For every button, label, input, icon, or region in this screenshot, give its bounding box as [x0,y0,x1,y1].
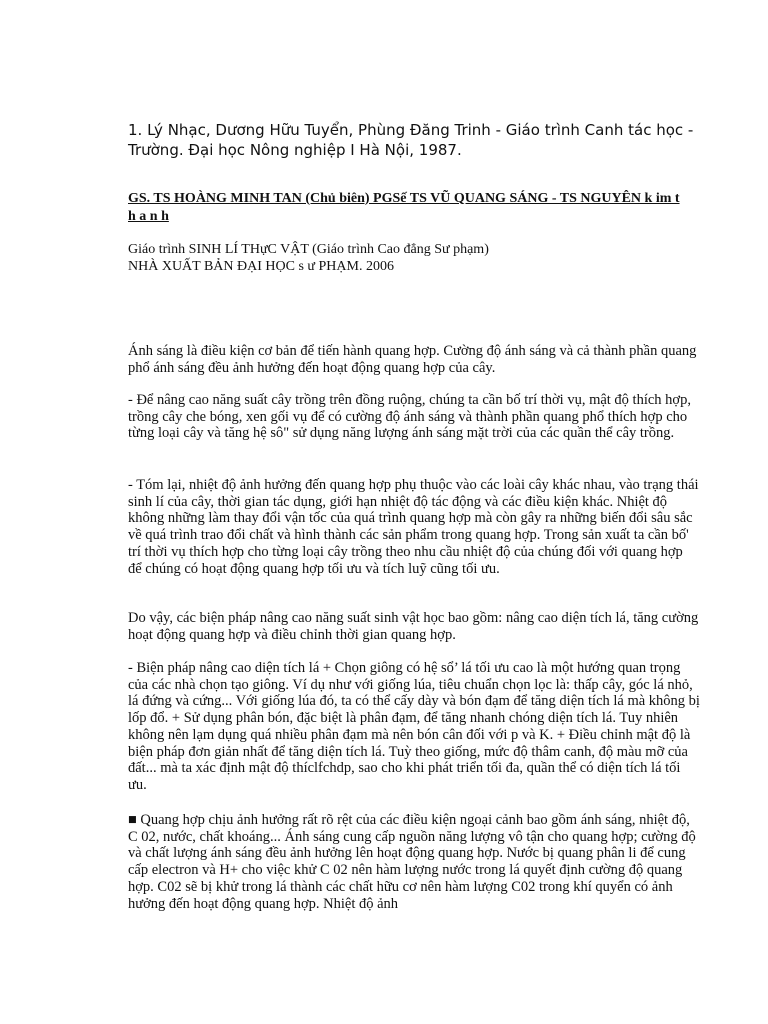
paragraph-measures: Do vậy, các biện pháp nâng cao năng suất sinh vật học bao gồm: nâng cao diện tích lá, tăng cường hoạt động quang hợp và điều chỉnh thời gian quang hợp. [128,610,699,643]
reference-citation: 1. Lý Nhạc, Dương Hữu Tuyển, Phùng Đăng Trinh - Giáo trình Canh tác học - Trường. Đại học Nông nghiệp I Hà Nội, 1987. [128,121,694,159]
paragraph-temperature: - Tóm lại, nhiệt độ ảnh hưởng đến quang hợp phụ thuộc vào các loài cây khác nhau, vào trạng thái sinh lí của cây, thời gian tác dụng, giới hạn nhiệt độ tác động và các điều kiện khác. Nhiệt độ không những làm thay đổi vận tốc của quá trình quang hợp mà còn gây ra những biến đổi sâu sắc về quá trình trao đổi chất và hình thành các sản phẩm trong quang hợp. Trong sản xuất ta cần bố' trí thời vụ thích hợp cho từng loại cây trồng theo nhu cầu nhiệt độ của chúng đối với quang hợp để chúng có hoạt động quang hợp tối ưu và tích luỹ cũng tối ưu. [128,477,699,577]
paragraph-leaf-area: - Biện pháp nâng cao diện tích lá + Chọn giông có hệ sổ’ lá tối ưu cao là một hướng quan trọng của các nhà chọn tạo giông. Ví dụ như với giống lúa, tiêu chuẩn chọn lọc là: thấp cây, góc lá nhỏ, lá đứng và cứng... Với giống lúa đó, ta có thể cấy dày và bón đạm để tăng diện tích lá mà không bị lốp đổ. + Sử dụng phân bón, đặc biệt là phân đạm, để tăng nhanh chóng diện tích lá. Tuy nhiên không nên lạm dụng quá nhiều phân đạm mà nên bón cân đối với p và K. + Điều chỉnh mật độ là biện pháp đơn giản nhất để tăng diện tích lá. Tuỳ theo giống, mức độ thâm canh, độ màu mỡ của đất... mà ta xác định mật độ thíclfchdp, sao cho khi phát triển tối đa, quần thể có diện tích lá tối ưu. [128,660,700,793]
authors-heading: GS. TS HOÀNG MINH TAN (Chủ biên) PGSế TS VŨ QUANG SÁNG - TS NGUYÊN k im t h a n h [128,191,680,224]
paragraph-light: Ánh sáng là điều kiện cơ bản để tiến hành quang hợp. Cường độ ánh sáng và cả thành phần quang phổ ánh sáng đều ảnh hưởng đến hoạt động quang hợp của cây. [128,343,697,376]
publisher-line: NHÀ XUẤT BẢN ĐẠI HỌC s ư PHẠM. 2006 [128,259,394,274]
book-title: Giáo trình SINH LÍ THựC VẬT (Giáo trình Cao đẳng Sư phạm) [128,242,489,257]
paragraph-photosynthesis-conditions: ■ Quang hợp chịu ảnh hưởng rất rõ rệt của các điều kiện ngoại cảnh bao gồm ánh sáng, nhiệt độ, C 02, nước, chất khoáng... Ánh sáng cung cấp nguồn năng lượng vô tận cho quang hợp; cường độ và chất lượng ánh sáng đều ảnh hưởng lên hoạt động quang hợp. Nước bị quang phân li để cung cấp electron và H+ cho việc khử C 02 nên hàm lượng nước trong lá quyết định cường độ quang hợp. C02 sẽ bị khử trong lá thành các chất hữu cơ nên hàm lượng C02 trong khí quyển có ảnh hưởng đến hoạt động quang hợp. Nhiệt độ ảnh [128,812,696,912]
paragraph-crop-yield: - Để nâng cao năng suất cây trồng trên đồng ruộng, chúng ta cần bố trí thời vụ, mật độ thích hợp, trồng cây che bóng, xen gối vụ để có cường độ ánh sáng và thành phần quang phổ thích hợp cho từng loại cây và tăng hệ sô" sử dụng năng lượng ánh sáng mặt trời của các quần thể cây trồng. [128,392,691,442]
